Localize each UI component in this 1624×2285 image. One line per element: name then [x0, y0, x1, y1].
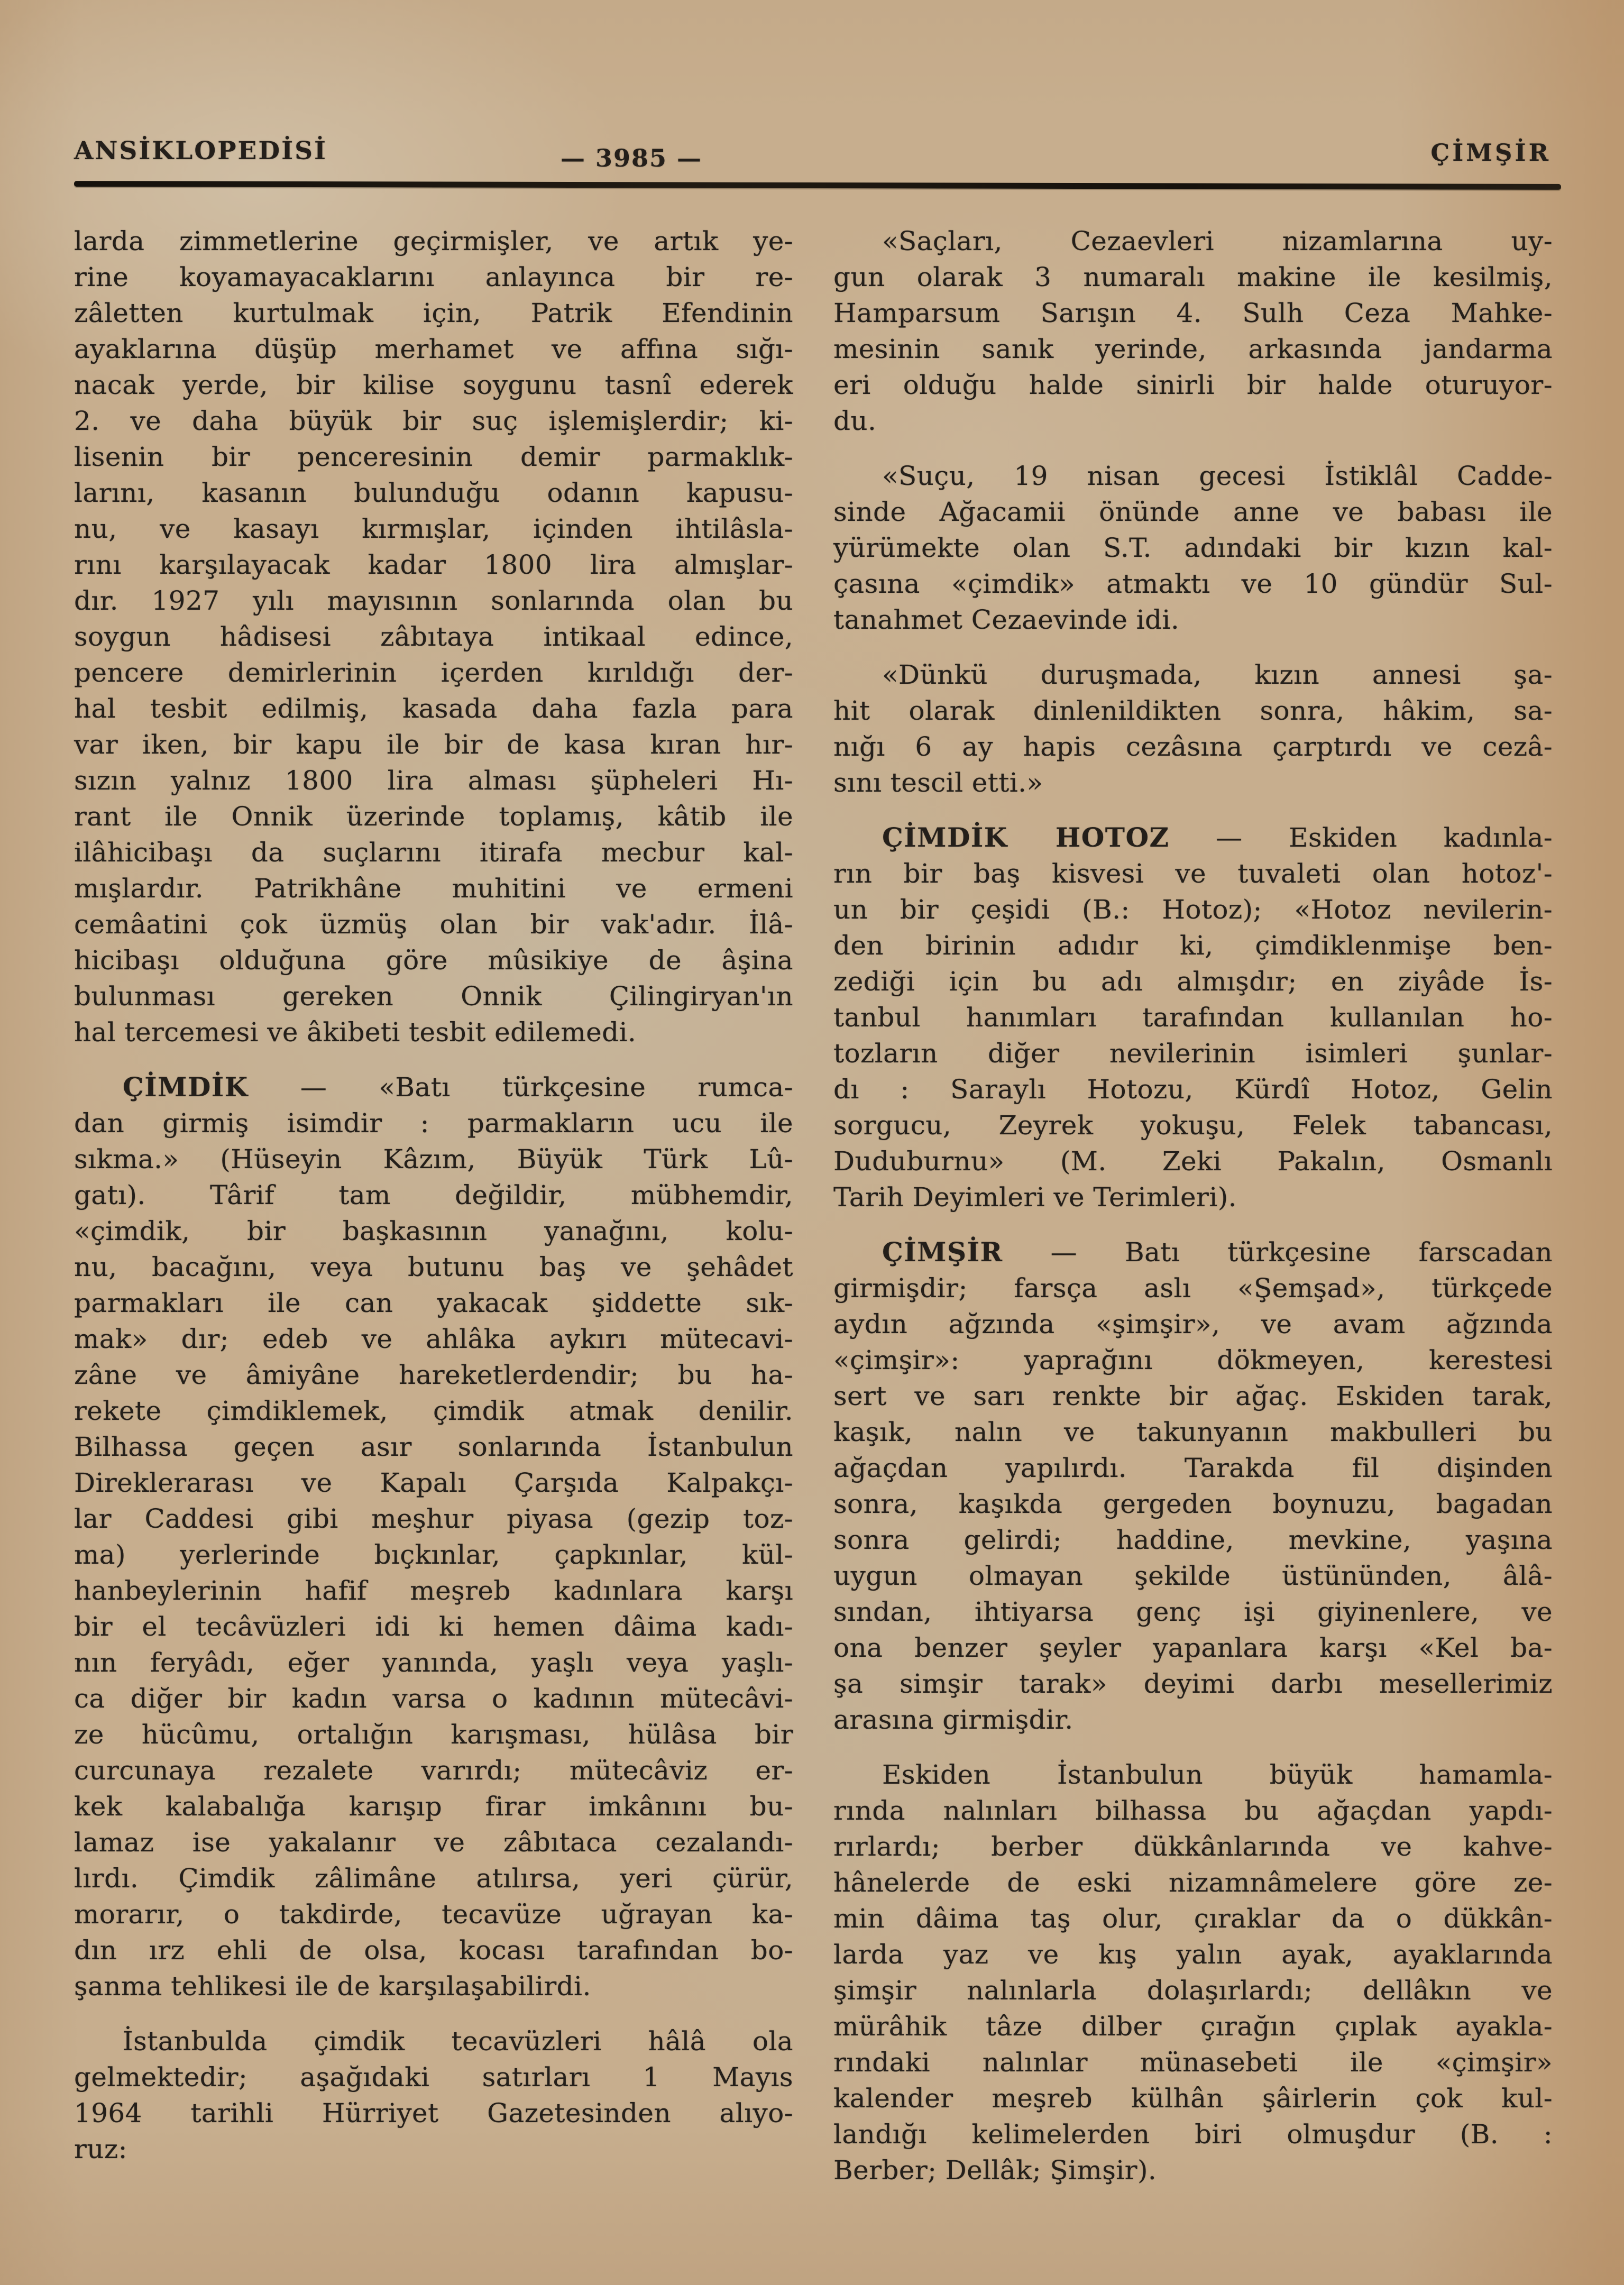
text-line: zâne ve âmiyâne hareketlerdendir; bu ha-: [74, 1360, 793, 1390]
text-line: «çimşir»: yaprağını dökmeyen, kerestesi: [833, 1345, 1553, 1375]
text-line: Bilhassa geçen asır sonlarında İstanbulun: [74, 1431, 793, 1462]
text-line: arasına girmişdir.: [833, 1704, 1074, 1735]
text-line: var iken, bir kapu ile bir de kasa kıran hır-: [74, 729, 793, 760]
text-line: nın feryâdı, eğer yanında, yaşlı veya yaşlı-: [74, 1647, 793, 1678]
text-line: lamaz ise yakalanır ve zâbıtaca cezalandı-: [74, 1827, 793, 1858]
text-line: dan girmiş isimdir : parmakların ucu ile: [74, 1108, 793, 1139]
paragraph: [74, 223, 793, 1050]
header-rule: [74, 181, 1561, 190]
text-line: hit olarak dinlenildikten sonra, hâkim, sa-: [833, 695, 1553, 726]
text-line: kalender meşreb külhân şâirlerin çok kul-: [833, 2083, 1553, 2114]
page-number: — 3985 —: [561, 144, 703, 172]
text-line: ÇİMŞİR — Batı türkçesine farscadan: [882, 1236, 1553, 1268]
text-line: larda zimmetlerine geçirmişler, ve artık ye-: [74, 226, 793, 256]
text-line: rını karşılayacak kadar 1800 lira almışlar-: [74, 549, 793, 580]
text-line: Eskiden İstanbulun büyük hamamla-: [882, 1759, 1553, 1790]
paragraph: [833, 820, 1553, 1215]
text-line: sını tescil etti.»: [833, 767, 1043, 798]
paragraph: [833, 458, 1553, 638]
text-line: ilâhicibaşı da suçlarını itirafa mecbur kal-: [74, 837, 793, 868]
text-line: tanbul hanımları tarafından kullanılan ho-: [833, 1002, 1553, 1033]
text-line: 1964 tarihli Hürriyet Gazetesinden alıyo-: [74, 2098, 793, 2128]
text-line: larını, kasanın bulunduğu odanın kapusu-: [74, 478, 793, 508]
text-line: lırdı. Çimdik zâlimâne atılırsa, yeri çürür,: [74, 1863, 793, 1894]
text-line: ruz:: [74, 2134, 127, 2164]
text-line: lisenin bir penceresinin demir parmaklık-: [74, 442, 793, 472]
column-left: [74, 223, 793, 2167]
text-line: «çimdik, bir başkasının yanağını, kolu-: [74, 1216, 793, 1246]
text-line: sinde Ağacamii önünde anne ve babası ile: [833, 497, 1553, 527]
text-line: girmişdir; farsça aslı «Şemşad», türkçede: [833, 1273, 1553, 1304]
text-line: dır. 1927 yılı mayısının sonlarında olan bu: [74, 585, 793, 616]
text-line: ayaklarına düşüp merhamet ve affına sığı-: [74, 334, 793, 364]
text-line: pencere demirlerinin içerden kırıldığı der-: [74, 657, 793, 688]
text-line: Tarih Deyimleri ve Terimleri).: [833, 1182, 1237, 1213]
text-line: mürâhik tâze dilber çırağın çıplak ayakla-: [833, 2011, 1553, 2042]
text-line: sorgucu, Zeyrek yokuşu, Felek tabancası,: [833, 1110, 1553, 1141]
text-line: Berber; Dellâk; Şimşir).: [833, 2155, 1157, 2186]
text-line: un bir çeşidi (B.: Hotoz); «Hotoz nevilerin-: [833, 894, 1553, 925]
text-line: den birinin adıdır ki, çimdiklenmişe ben-: [833, 930, 1553, 961]
text-line: dın ırz ehli de olsa, kocası tarafından bo-: [74, 1935, 793, 1966]
text-line: «Suçu, 19 nisan gecesi İstiklâl Cadde-: [882, 461, 1553, 491]
text-line: rine koyamayacaklarını anlayınca bir re-: [74, 262, 793, 292]
text-line: soygun hâdisesi zâbıtaya intikaal edince,: [74, 621, 793, 652]
text-line: bir el tecâvüzleri idi ki hemen dâima kadı-: [74, 1611, 793, 1642]
text-line: mesinin sanık yerinde, arkasında jandarma: [833, 334, 1553, 364]
text-line: du.: [833, 406, 877, 436]
text-line: sıkma.» (Hüseyin Kâzım, Büyük Türk Lû-: [74, 1144, 793, 1174]
text-line: sızın yalnız 1800 lira alması şüpheleri Hı-: [74, 765, 793, 796]
text-line: Direklerarası ve Kapalı Çarşıda Kalpakçı-: [74, 1467, 793, 1498]
header-left-title: ANSİKLOPEDİSİ: [74, 136, 328, 166]
text-line: Hamparsum Sarışın 4. Sulh Ceza Mahke-: [833, 298, 1553, 328]
text-line: tanahmet Cezaevinde idi.: [833, 604, 1180, 635]
text-line: zâletten kurtulmak için, Patrik Efendinin: [74, 298, 793, 328]
text-line: sert ve sarı renkte bir ağaç. Eskiden tarak,: [833, 1381, 1553, 1411]
text-line: rındaki nalınlar münasebeti ile «çimşir»: [833, 2047, 1553, 2078]
text-line: eri olduğu halde sinirli bir halde oturuyor-: [833, 370, 1553, 400]
text-line: hal tercemesi ve âkibeti tesbit edilemedi.: [74, 1017, 637, 1048]
text-line: tozların diğer nevilerinin isimleri şunlar-: [833, 1038, 1553, 1069]
text-line: dı : Saraylı Hotozu, Kürdî Hotoz, Gelin: [833, 1074, 1553, 1105]
text-line: bulunması gereken Onnik Çilingiryan'ın: [74, 981, 793, 1012]
text-line: sonra, kaşıkda gergeden boynuzu, bagadan: [833, 1489, 1553, 1519]
text-line: şanma tehlikesi ile de karşılaşabilirdi.: [74, 1971, 591, 2002]
text-line: curcunaya rezalete varırdı; mütecâviz er-: [74, 1755, 793, 1786]
text-line: kaşık, nalın ve takunyanın makbulleri bu: [833, 1417, 1553, 1447]
text-line: gatı). Târif tam değildir, mübhemdir,: [74, 1180, 793, 1210]
text-line: aydın ağzında «şimşir», ve avam ağzında: [833, 1309, 1553, 1339]
text-line: sonra gelirdi; haddine, mevkine, yaşına: [833, 1525, 1553, 1555]
text-line: parmakları ile can yakacak şiddette sık-: [74, 1288, 793, 1318]
text-line: rant ile Onnik üzerinde toplamış, kâtib ile: [74, 801, 793, 832]
text-line: 2. ve daha büyük bir suç işlemişlerdir; ki-: [74, 406, 793, 436]
text-line: uygun olmayan şekilde üstününden, âlâ-: [833, 1561, 1553, 1591]
text-line: nacak yerde, bir kilise soygunu tasnî ederek: [74, 370, 793, 400]
text-line: morarır, o takdirde, tecavüze uğrayan ka-: [74, 1899, 793, 1930]
text-line: hanbeylerinin hafif meşreb kadınlara karşı: [74, 1575, 793, 1606]
paragraph: [74, 2023, 793, 2167]
text-line: zediği için bu adı almışdır; en ziyâde İs-: [833, 966, 1553, 997]
paragraph: [833, 657, 1553, 801]
column-right: [833, 223, 1553, 2188]
text-line: nığı 6 ay hapis cezâsına çarptırdı ve cezâ-: [833, 731, 1553, 762]
text-line: lar Caddesi gibi meşhur piyasa (gezip toz-: [74, 1503, 793, 1534]
text-line: mak» dır; edeb ve ahlâka aykırı mütecavi-: [74, 1324, 793, 1354]
text-line: ma) yerlerinde bıçkınlar, çapkınlar, kül-: [74, 1539, 793, 1570]
text-line: İstanbulda çimdik tecavüzleri hâlâ ola: [123, 2026, 793, 2057]
text-line: gelmektedir; aşağıdaki satırları 1 Mayıs: [74, 2062, 793, 2093]
text-line: gun olarak 3 numaralı makine ile kesilmiş,: [833, 262, 1553, 292]
text-line: rırlardı; berber dükkânlarında ve kahve-: [833, 1831, 1553, 1862]
text-line: hânelerde de eski nizamnâmelere göre ze-: [833, 1867, 1553, 1898]
text-line: larda yaz ve kış yalın ayak, ayaklarında: [833, 1939, 1553, 1970]
paragraph: [833, 1757, 1553, 2188]
paragraph: [74, 1069, 793, 2004]
text-line: ağaçdan yapılırdı. Tarakda fil dişinden: [833, 1453, 1553, 1483]
text-line: landığı kelimelerden biri olmuşdur (B. :: [833, 2119, 1553, 2150]
text-line: rında nalınları bilhassa bu ağaçdan yapdı-: [833, 1795, 1553, 1826]
text-line: min dâima taş olur, çıraklar da o dükkân-: [833, 1903, 1553, 1934]
page-header: [0, 0, 1624, 180]
text-line: sından, ihtiyarsa genç işi giyinenlere, ve: [833, 1596, 1553, 1627]
text-line: ÇİMDİK HOTOZ — Eskiden kadınla-: [882, 822, 1553, 853]
entry-headword: ÇİMDİK HOTOZ: [882, 822, 1170, 853]
text-line: ÇİMDİK — «Batı türkçesine rumca-: [123, 1071, 793, 1103]
text-line: ze hücûmu, ortalığın karışması, hülâsa bir: [74, 1719, 793, 1750]
header-right-title: ÇİMŞİR: [1430, 139, 1551, 167]
text-line: mışlardır. Patrikhâne muhitini ve ermeni: [74, 873, 793, 904]
text-line: yürümekte olan S.T. adındaki bir kızın kal-: [833, 533, 1553, 563]
text-line: nu, bacağını, veya butunu baş ve şehâdet: [74, 1252, 793, 1282]
text-line: cemâatini çok üzmüş olan bir vak'adır. İlâ-: [74, 909, 793, 940]
text-line: Duduburnu» (M. Zeki Pakalın, Osmanlı: [833, 1146, 1553, 1177]
text-line: şa simşir tarak» deyimi darbı mesellerimiz: [833, 1668, 1553, 1699]
text-line: çasına «çimdik» atmaktı ve 10 gündür Sul-: [833, 568, 1553, 599]
text-line: «Dünkü duruşmada, kızın annesi şa-: [882, 659, 1553, 690]
text-line: hal tesbit edilmiş, kasada daha fazla para: [74, 693, 793, 724]
text-line: ca diğer bir kadın varsa o kadının mütecâvi-: [74, 1683, 793, 1714]
text-line: «Saçları, Cezaevleri nizamlarına uy-: [882, 226, 1553, 256]
paragraph: [833, 1234, 1553, 1738]
text-line: rın bir baş kisvesi ve tuvaleti olan hotoz'-: [833, 858, 1553, 889]
text-line: kek kalabalığa karışıp firar imkânını bu-: [74, 1791, 793, 1822]
paragraph: [833, 223, 1553, 439]
text-line: ona benzer şeyler yapanlara karşı «Kel ba-: [833, 1632, 1553, 1663]
text-line: şimşir nalınlarla dolaşırlardı; dellâkın ve: [833, 1975, 1553, 2006]
entry-headword: ÇİMŞİR: [882, 1236, 1003, 1268]
text-line: rekete çimdiklemek, çimdik atmak denilir.: [74, 1396, 793, 1426]
text-line: nu, ve kasayı kırmışlar, içinden ihtilâsla-: [74, 513, 793, 544]
entry-headword: ÇİMDİK: [123, 1071, 249, 1103]
text-line: hicibaşı olduğuna göre mûsikiye de âşina: [74, 945, 793, 976]
